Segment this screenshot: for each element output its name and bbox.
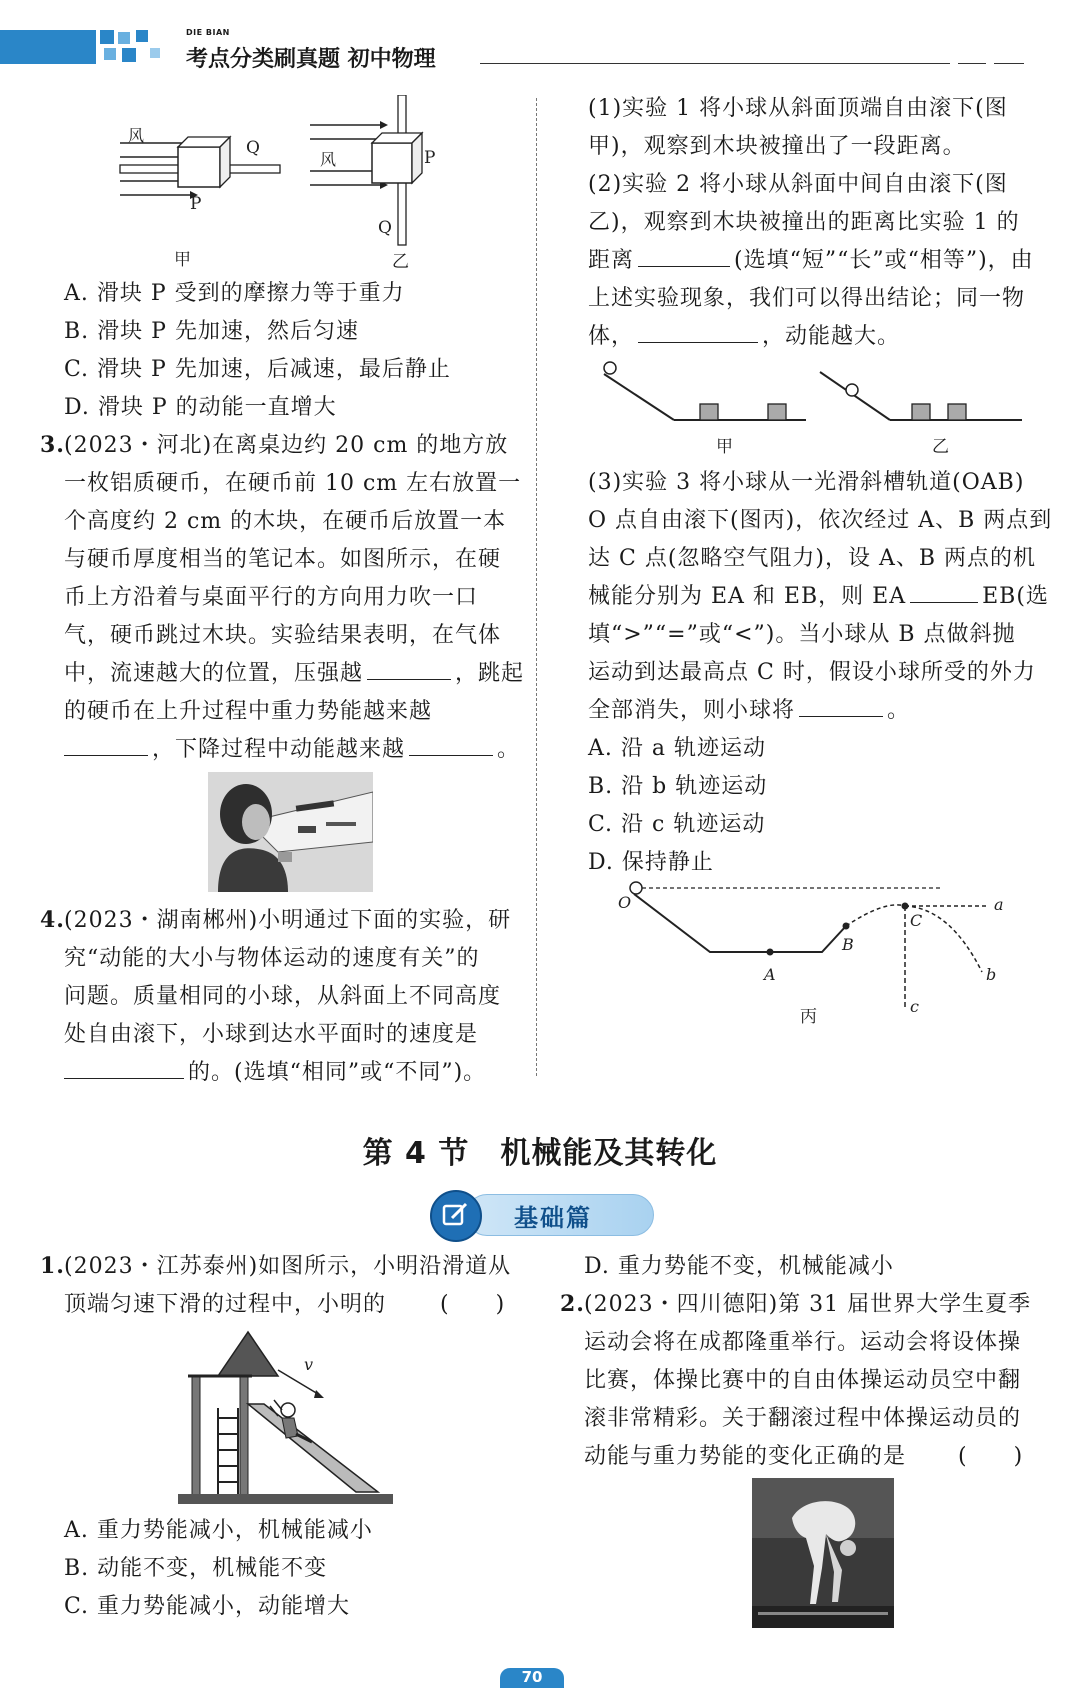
experiment-text: (2)实验 2 将小球从斜面中间自由滚下(图 bbox=[588, 172, 1008, 197]
badge-label: 基础篇 bbox=[514, 1204, 592, 1232]
ramp-yi bbox=[820, 372, 1022, 420]
question-text: 币上方沿着与桌面平行的方向用力吹一口 bbox=[64, 585, 479, 610]
figure-yi bbox=[310, 95, 422, 245]
text-segment: 械能分别为 EA 和 EB，则 EA bbox=[588, 584, 907, 609]
option-text: B. 滑块 P 先加速，然后匀速 bbox=[64, 319, 359, 344]
text-segment: (选填“短”“长”或“相等”)，由 bbox=[734, 248, 1034, 273]
experiment-text bbox=[588, 242, 1034, 280]
option-text: A. 重力势能减小，机械能减小 bbox=[64, 1518, 373, 1543]
question-text: 比赛，体操比赛中的自由体操运动员空中翻 bbox=[584, 1368, 1022, 1393]
track-path-a: a bbox=[994, 895, 1004, 914]
text-segment: ，跳起 bbox=[455, 661, 525, 686]
experiment-text: 运动到达最高点 C 时，假设小球所受的外力 bbox=[588, 660, 1036, 685]
text-segment: 的。(选填“相同”或“不同”)。 bbox=[188, 1060, 487, 1085]
option-text: C. 沿 c 轨迹运动 bbox=[588, 812, 766, 837]
option-text: B. 动能不变，机械能不变 bbox=[64, 1556, 328, 1581]
question-text: 动能与重力势能的变化正确的是 bbox=[584, 1444, 907, 1469]
question-text: 个高度约 2 cm 的木块，在硬币后放置一本 bbox=[64, 509, 507, 534]
option-text: D. 重力势能不变，机械能减小 bbox=[584, 1254, 894, 1279]
answer-blank[interactable] bbox=[64, 754, 148, 756]
header-bar bbox=[0, 30, 96, 64]
option-text: B. 沿 b 轨迹运动 bbox=[588, 774, 768, 799]
header-square bbox=[118, 32, 130, 44]
option-text: C. 滑块 P 先加速，后减速，最后静止 bbox=[64, 357, 451, 382]
question-number: 1. bbox=[40, 1253, 65, 1279]
header-square bbox=[100, 30, 114, 44]
track-point-b: B bbox=[842, 935, 854, 954]
question-text: (2023・河北)在离桌边约 20 cm 的地方放 bbox=[64, 433, 509, 458]
section-title: 第 4 节 机械能及其转化 bbox=[362, 1136, 718, 1171]
track-path-c: c bbox=[910, 997, 919, 1016]
section-badge bbox=[430, 1190, 652, 1240]
question-text: 的硬币在上升过程中重力势能越来越 bbox=[64, 699, 433, 724]
question-number: 3. bbox=[40, 432, 65, 458]
page-number: 70 bbox=[521, 1668, 543, 1686]
question-text: 一枚铝质硬币，在硬币前 10 cm 左右放置一 bbox=[64, 471, 522, 496]
track-path-b: b bbox=[986, 965, 997, 984]
option-text: C. 重力势能减小，动能增大 bbox=[64, 1594, 351, 1619]
experiment-text: O 点自由滚下(图丙)，依次经过 A、B 两点到 bbox=[588, 508, 1053, 533]
option-text: D. 滑块 P 的动能一直增大 bbox=[64, 395, 337, 420]
gymnast-photo bbox=[752, 1478, 894, 1628]
header-rule-dash bbox=[958, 63, 986, 64]
track-point-o: O bbox=[618, 893, 632, 912]
question-text: (2023・四川德阳)第 31 届世界大学生夏季 bbox=[584, 1292, 1032, 1317]
answer-blank[interactable] bbox=[367, 678, 451, 680]
ramp-jia bbox=[604, 362, 806, 420]
fig-label-wind: 风 bbox=[320, 150, 337, 169]
header-rule-dash bbox=[994, 63, 1024, 64]
question-text: (2023・湖南郴州)小明通过下面的实验，研 bbox=[64, 908, 512, 933]
question-text bbox=[64, 655, 524, 693]
answer-paren[interactable]: ( ) bbox=[440, 1292, 506, 1317]
answer-blank[interactable] bbox=[638, 341, 758, 343]
coin-blowing-photo bbox=[208, 772, 373, 892]
experiment-text: 甲)，观察到木块被撞出了一段距离。 bbox=[588, 134, 966, 159]
edit-icon bbox=[440, 1200, 470, 1230]
fig-label-yi: 乙 bbox=[392, 252, 409, 272]
answer-blank[interactable] bbox=[64, 1077, 184, 1079]
slide-figure bbox=[178, 1328, 398, 1508]
question-text: 顶端匀速下滑的过程中，小明的 bbox=[64, 1292, 387, 1317]
text-segment: 。 bbox=[887, 698, 911, 723]
experiment-text: 达 C 点(忽略空气阻力)，设 A、B 两点的机 bbox=[588, 546, 1037, 571]
text-segment: 体， bbox=[588, 324, 635, 349]
ramp-label-jia: 甲 bbox=[716, 437, 733, 457]
wind-slider-figure bbox=[110, 95, 470, 275]
header-square bbox=[122, 48, 136, 62]
text-segment: ，下降过程中动能越来越 bbox=[152, 737, 406, 762]
text-segment: 全部消失，则小球将 bbox=[588, 698, 796, 723]
question-text: 与硬币厚度相当的笔记本。如图所示，在硬 bbox=[64, 547, 502, 572]
experiment-text: (3)实验 3 将小球从一光滑斜槽轨道(OAB) bbox=[588, 470, 1025, 495]
fig-label-wind: 风 bbox=[128, 126, 145, 145]
question-text: 滚非常精彩。关于翻滚过程中体操运动员的 bbox=[584, 1406, 1022, 1431]
header-square bbox=[150, 48, 160, 58]
fig-label-q: Q bbox=[246, 138, 260, 158]
header-square bbox=[136, 30, 148, 42]
experiment-text: 乙)，观察到木块被撞出的距离比实验 1 的 bbox=[588, 210, 1020, 235]
experiment-text: 上述实验现象，我们可以得出结论；同一物 bbox=[588, 286, 1026, 311]
answer-blank[interactable] bbox=[638, 265, 730, 267]
column-divider bbox=[536, 98, 537, 1076]
fig-label-q: Q bbox=[378, 218, 392, 238]
answer-blank[interactable] bbox=[799, 715, 883, 717]
fig-label-jia: 甲 bbox=[174, 250, 191, 270]
ramp-figure bbox=[596, 360, 1036, 460]
track-point-c: C bbox=[910, 911, 923, 930]
question-text: (2023・江苏泰州)如图所示，小明沿滑道从 bbox=[64, 1254, 512, 1279]
question-text: 究“动能的大小与物体运动的速度有关”的 bbox=[64, 946, 480, 971]
experiment-text bbox=[588, 692, 910, 730]
text-segment: 。 bbox=[497, 737, 521, 762]
question-text: 问题。质量相同的小球，从斜面上不同高度 bbox=[64, 984, 502, 1009]
velocity-label: v bbox=[304, 1355, 314, 1374]
question-number: 4. bbox=[40, 907, 65, 933]
header-rule bbox=[480, 63, 950, 64]
text-segment: EB(选 bbox=[982, 584, 1049, 609]
question-text: 气，硬币跳过木块。实验结果表明，在气体 bbox=[64, 623, 502, 648]
answer-paren[interactable]: ( ) bbox=[958, 1444, 1024, 1469]
experiment-text bbox=[588, 578, 1049, 616]
track-figure-bing bbox=[610, 880, 1020, 1030]
header-square bbox=[104, 48, 116, 60]
question-number: 2. bbox=[560, 1291, 585, 1317]
question-text bbox=[64, 731, 520, 769]
text-segment: 距离 bbox=[588, 248, 635, 273]
question-text bbox=[64, 1054, 486, 1092]
option-text: D. 保持静止 bbox=[588, 850, 714, 875]
header-brand-small: DIE BIAN bbox=[186, 28, 230, 37]
answer-blank[interactable] bbox=[409, 754, 493, 756]
experiment-text: 填“>”“=”或“<”)。当小球从 B 点做斜抛 bbox=[588, 622, 1016, 647]
question-text: 处自由滚下，小球到达水平面时的速度是 bbox=[64, 1022, 479, 1047]
text-segment: 中，流速越大的位置，压强越 bbox=[64, 661, 364, 686]
experiment-text bbox=[588, 318, 900, 356]
answer-blank[interactable] bbox=[910, 601, 978, 603]
option-text: A. 沿 a 轨迹运动 bbox=[588, 736, 766, 761]
fig-label-p: P bbox=[190, 194, 202, 214]
header-band bbox=[0, 0, 1080, 70]
header-title: 考点分类刷真题 初中物理 bbox=[186, 47, 436, 72]
text-segment: ，动能越大。 bbox=[762, 324, 901, 349]
experiment-text: (1)实验 1 将小球从斜面顶端自由滚下(图 bbox=[588, 96, 1008, 121]
track-point-a: A bbox=[764, 965, 776, 984]
question-text: 运动会将在成都隆重举行。运动会将设体操 bbox=[584, 1330, 1022, 1355]
ramp-label-yi: 乙 bbox=[932, 437, 949, 457]
track-label-bing: 丙 bbox=[800, 1007, 817, 1027]
option-text: A. 滑块 P 受到的摩擦力等于重力 bbox=[64, 281, 405, 306]
fig-label-p: P bbox=[424, 148, 436, 168]
